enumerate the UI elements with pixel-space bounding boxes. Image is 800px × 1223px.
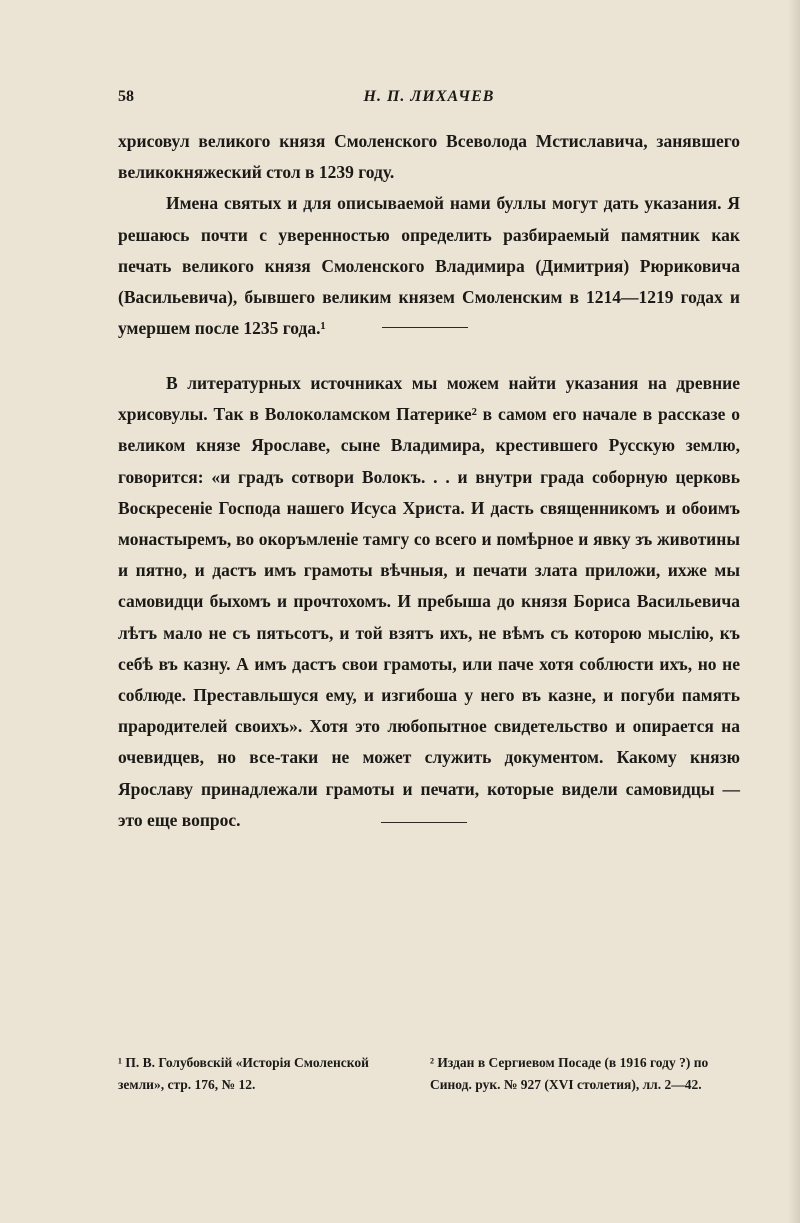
text-section-1: [118, 126, 740, 344]
footnote-1: ¹ П. В. Голубовскій «Исторія Смоленской земли», стр. 176, № 12.: [118, 1055, 369, 1092]
page-header: [118, 88, 740, 110]
paragraph-continuation: хрисовул великого князя Смоленского Всеволода Мстиславича, занявшего великокняжеский стол в 1239 году.: [118, 131, 740, 183]
section-divider: [382, 327, 468, 328]
paragraph-seal-identification: Имена святых и для описываемой нами буллы могут дать указания. Я решаюсь почти с уверенностью определить разбираемый памятник как печать великого князя Смоленского Владимира (Димитрия) Рюриковича (Васильевича), бывшего великим князем Смоленским в 1214—1219 годах и умершем после 1235 года.¹: [118, 193, 740, 339]
section-divider: [381, 822, 467, 823]
page-number: 58: [118, 88, 134, 105]
running-head: Н. П. ЛИХАЧЕВ: [363, 88, 495, 105]
text-section-2: [118, 368, 740, 836]
footnote-2: ² Издан в Сергиевом Посаде (в 1916 году ?) по Синод. рук. № 927 (XVI столетия), лл. 2—42.: [430, 1055, 709, 1092]
paragraph-literary-sources: В литературных источниках мы можем найти указания на древние хрисовулы. Так в Волоколамском Патерике² в самом его начале в рассказе о великом князе Ярославе, сыне Владимира, крестившего Русскую землю, говорится: «и градъ сотвори Волокъ. . . и внутри града соборную церковь Воскресеніе Господа нашего Исуса Христа. И дасть священникомъ и обоимъ монастыремъ, во окоръмленіе тамгу со всего и помѣрное и явку зъ животины и пятно, и дастъ имъ грамоты вѣчныя, и печати злата приложи, ихже мы самовидци быхомъ и прочтохомъ. И пребыша до князя Бориса Васильевича лѣтъ мало не съ пятьсотъ, и той взятъ ихъ, не вѣмъ съ которою мыслію, къ себѣ въ казну. А имъ дастъ свои грамоты, или паче хотя соблюсти ихъ, но не соблюде. Преставльшуся ему, и изгибоша у него въ казне, и погуби память прародителей своихъ». Хотя это любопытное свидетельство и опирается на очевидцев, но все-таки не может служить документом. Какому князю Ярославу принадлежали грамоты и печати, которые видели самовидцы — это еще вопрос.: [118, 373, 740, 830]
page-edge-shadow: [788, 0, 800, 1223]
